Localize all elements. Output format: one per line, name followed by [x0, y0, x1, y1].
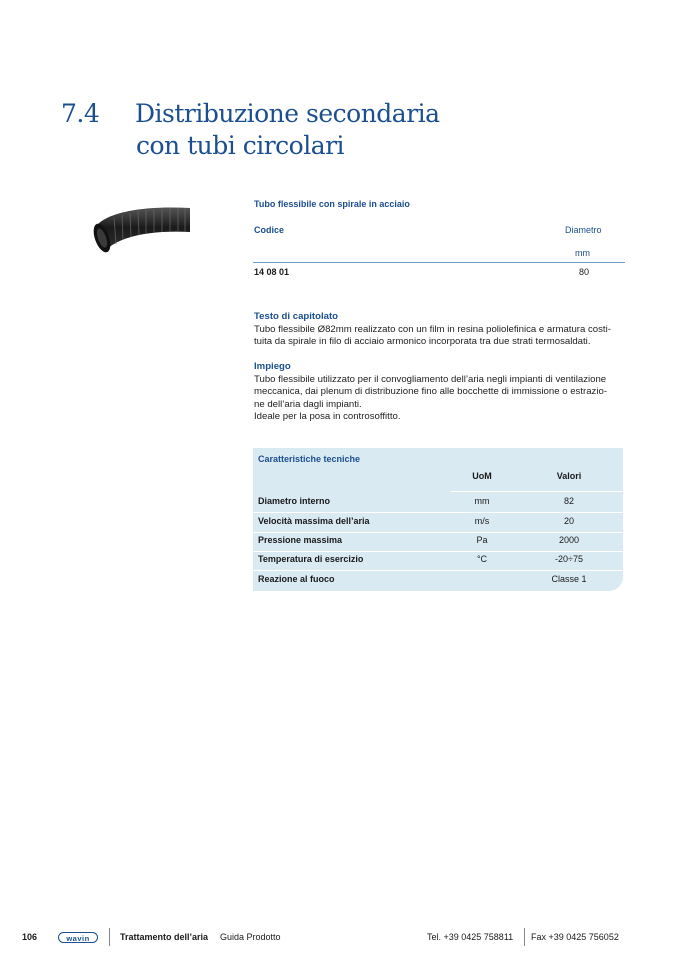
footer-fax: Fax +39 0425 756052	[531, 932, 619, 942]
table-row	[253, 532, 623, 551]
product-diameter: 80	[579, 267, 590, 277]
tech-header-row	[253, 468, 623, 487]
row-value: 82	[563, 496, 574, 506]
usage-section	[254, 361, 626, 424]
page-footer	[0, 930, 678, 946]
row-label: Diametro interno	[258, 496, 331, 506]
column-header-unit: mm	[575, 248, 590, 258]
footer-section-subtitle: Guida Prodotto	[220, 932, 281, 942]
row-uom: mm	[474, 496, 490, 506]
usage-line: Ideale per la posa in controsoffitto.	[254, 411, 401, 423]
usage-line: Tubo flessibile utilizzato per il convogliamento dell’aria negli impianti di ventilazione	[254, 373, 607, 385]
footer-section-title: Trattamento dell’aria	[120, 932, 209, 942]
usage-line: meccanica, dai plenum di distribuzione fino alle bocchette di immissione o estrazio-	[254, 386, 608, 398]
spec-section	[254, 311, 626, 349]
row-value: Classe 1	[551, 574, 587, 584]
footer-divider	[109, 928, 110, 946]
row-value: 20	[563, 516, 574, 526]
row-uom: °C	[476, 554, 488, 564]
row-label: Pressione massima	[258, 535, 343, 545]
header-divider	[451, 491, 623, 492]
tech-title: Caratteristiche tecniche	[258, 454, 361, 464]
table-row	[253, 513, 623, 532]
column-header-uom: UoM	[472, 471, 492, 481]
footer-phone: Tel. +39 0425 758811	[427, 932, 514, 942]
spec-line: Tubo flessibile Ø82mm realizzato con un film in resina poliolefinica e armatura costi-	[254, 323, 611, 335]
column-header-values: Valori	[556, 471, 582, 481]
row-uom: Pa	[476, 535, 488, 545]
flexible-duct-photo	[90, 200, 192, 258]
section-number: 7.4	[61, 99, 100, 128]
usage-heading: Impiego	[254, 361, 291, 372]
column-header-code: Codice	[254, 225, 285, 235]
section-title-line2: con tubi circolari	[136, 131, 345, 160]
product-code: 14 08 01	[254, 267, 290, 277]
row-label: Velocità massima dell’aria	[258, 516, 370, 526]
table-row	[253, 571, 623, 590]
page-number: 106	[22, 932, 38, 942]
table-row	[253, 551, 623, 570]
spec-heading: Testo di capitolato	[254, 311, 339, 322]
usage-line: ne dell’aria dagli impianti.	[254, 398, 362, 410]
row-value: 2000	[558, 535, 580, 545]
tech-specs-table	[253, 448, 623, 591]
footer-divider	[524, 928, 525, 946]
wavin-logo: wavin	[58, 932, 98, 943]
row-uom: m/s	[474, 516, 490, 526]
table-divider	[253, 262, 625, 263]
row-value: -20÷75	[555, 554, 583, 564]
spec-line: tuita da spirale in filo di acciaio armonico incorporata tra due strati termosaldati.	[254, 336, 591, 348]
row-label: Reazione al fuoco	[258, 574, 335, 584]
row-label: Temperatura di esercizio	[258, 554, 364, 564]
section-title-line1: Distribuzione secondaria	[135, 99, 440, 128]
column-header-diameter: Diametro	[565, 225, 602, 235]
product-name: Tubo flessibile con spirale in acciaio	[254, 199, 410, 209]
table-row	[253, 493, 623, 512]
